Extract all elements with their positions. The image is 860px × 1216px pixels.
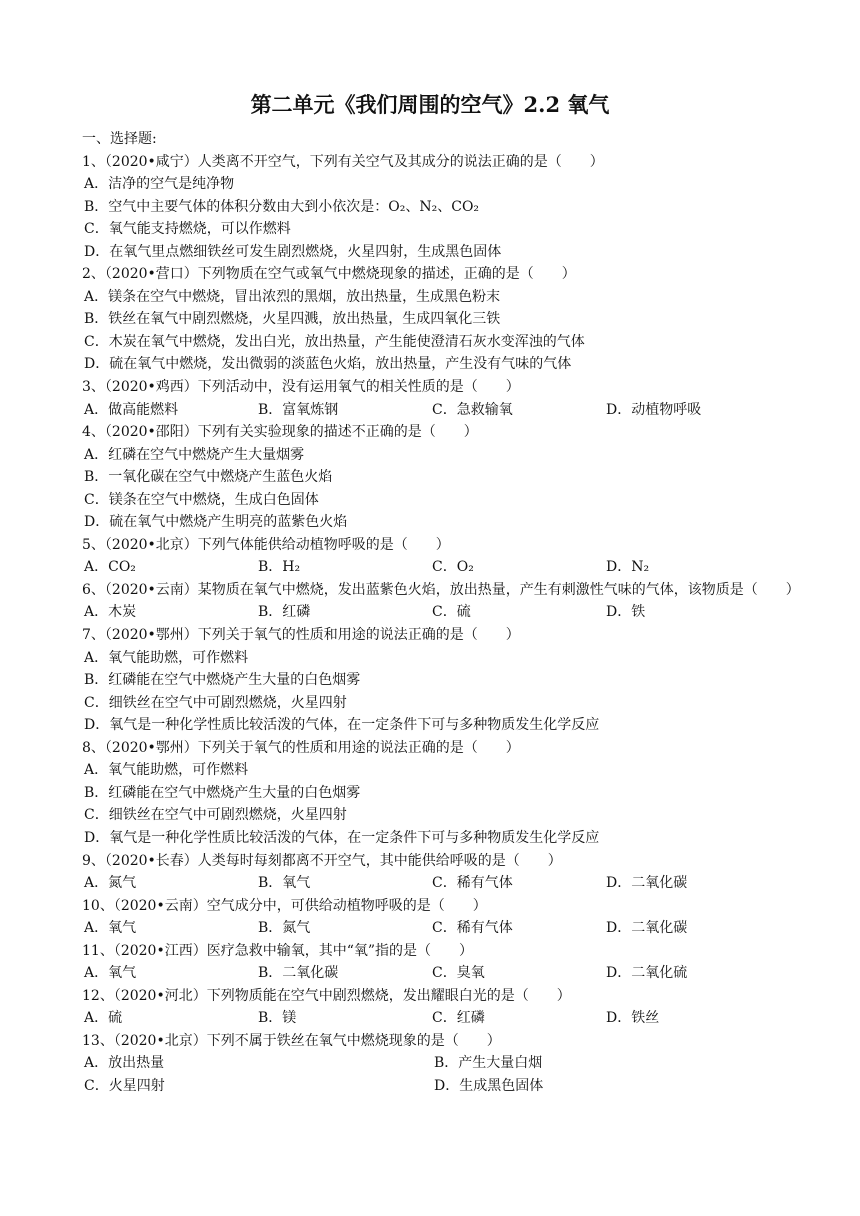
question-stem: 3、（2020•鸡西）下列活动中，没有运用氧气的相关性质的是（ ） bbox=[82, 379, 520, 396]
question-stem: 11、（2020•江西）医疗急救中输氧，其中“氧”指的是（ ） bbox=[82, 942, 474, 959]
question-stem: 4、（2020•邵阳）下列有关实验现象的描述不正确的是（ ） bbox=[82, 424, 478, 441]
question-stem: 8、（2020•鄂州）下列关于氧气的性质和用途的说法正确的是（ ） bbox=[82, 739, 520, 756]
question-stem: 12、（2020•河北）下列物质能在空气中剧烈燃烧，发出耀眼白光的是（ ） bbox=[82, 987, 571, 1004]
option-b: B．二氧化碳 bbox=[258, 965, 339, 982]
option-d: D．生成黑色固体 bbox=[434, 1077, 544, 1094]
option-row bbox=[82, 962, 802, 985]
option-a: A．做高能燃料 bbox=[84, 401, 179, 418]
option-a: A．硫 bbox=[84, 1010, 123, 1027]
option-a: A．氮气 bbox=[84, 875, 137, 892]
question-stem: 5、（2020•北京）下列气体能供给动植物呼吸的是（ ） bbox=[82, 536, 450, 553]
option-d: D．二氧化碳 bbox=[606, 875, 688, 892]
option-b: B．氧气 bbox=[258, 875, 311, 892]
option-row bbox=[82, 601, 802, 624]
option-a: A．洁净的空气是纯净物 bbox=[84, 176, 235, 193]
option-d: D．氧气是一种化学性质比较活泼的气体，在一定条件下可与多种物质发生化学反应 bbox=[84, 829, 600, 846]
option-d: D．硫在氧气中燃烧产生明亮的蓝紫色火焰 bbox=[84, 514, 348, 531]
option-a: A．氧气 bbox=[84, 965, 137, 982]
question-stem: 9、（2020•长春）人类每时每刻都离不开空气，其中能供给呼吸的是（ ） bbox=[82, 852, 562, 869]
option-b: B．镁 bbox=[258, 1010, 297, 1027]
option-b: B．红磷 bbox=[258, 604, 311, 621]
option-row bbox=[82, 556, 802, 579]
option-b: B．氮气 bbox=[258, 920, 311, 937]
question-stem: 13、（2020•北京）下列不属于铁丝在氧气中燃烧现象的是（ ） bbox=[82, 1032, 501, 1049]
option-d: D．动植物呼吸 bbox=[606, 401, 702, 418]
option-row bbox=[82, 1052, 802, 1075]
option-c: C．氧气能支持燃烧，可以作燃料 bbox=[84, 221, 291, 238]
question-list bbox=[82, 128, 802, 1098]
option-d: D．N₂ bbox=[606, 559, 650, 576]
question-stem: 2、（2020•营口）下列物质在空气或氧气中燃烧现象的描述，正确的是（ ） bbox=[82, 266, 576, 283]
option-a: A．镁条在空气中燃烧，冒出浓烈的黑烟，放出热量，生成黑色粉末 bbox=[84, 288, 501, 305]
option-a: A．红磷在空气中燃烧产生大量烟雾 bbox=[84, 446, 305, 463]
option-c: C．稀有气体 bbox=[432, 920, 513, 937]
option-row bbox=[82, 1007, 802, 1030]
option-c: C．细铁丝在空气中可剧烈燃烧，火星四射 bbox=[84, 807, 347, 824]
option-b: B．H₂ bbox=[258, 559, 301, 576]
option-d: D．二氧化硫 bbox=[606, 965, 688, 982]
option-b: B．一氧化碳在空气中燃烧产生蓝色火焰 bbox=[84, 469, 333, 486]
option-c: C．臭氧 bbox=[432, 965, 485, 982]
option-c: C．红磷 bbox=[432, 1010, 485, 1027]
question-stem: 1、（2020•咸宁）人类离不开空气，下列有关空气及其成分的说法正确的是（ ） bbox=[82, 153, 604, 170]
option-a: A．氧气能助燃，可作燃料 bbox=[84, 649, 249, 666]
option-b: B．红磷能在空气中燃烧产生大量的白色烟雾 bbox=[84, 672, 361, 689]
option-c: C．火星四射 bbox=[84, 1077, 165, 1094]
option-c: C．细铁丝在空气中可剧烈燃烧，火星四射 bbox=[84, 694, 347, 711]
option-d: D．氧气是一种化学性质比较活泼的气体，在一定条件下可与多种物质发生化学反应 bbox=[84, 717, 600, 734]
option-d: D．二氧化碳 bbox=[606, 920, 688, 937]
option-a: A．氧气 bbox=[84, 920, 137, 937]
option-b: B．空气中主要气体的体积分数由大到小依次是：O₂、N₂、CO₂ bbox=[84, 198, 480, 215]
option-b: B．铁丝在氧气中剧烈燃烧，火星四溅，放出热量，生成四氧化三铁 bbox=[84, 311, 501, 328]
option-c: C．硫 bbox=[432, 604, 471, 621]
option-b: B．产生大量白烟 bbox=[434, 1055, 543, 1072]
option-a: A．氧气能助燃，可作燃料 bbox=[84, 762, 249, 779]
option-d: D．在氧气里点燃细铁丝可发生剧烈燃烧，火星四射，生成黑色固体 bbox=[84, 243, 502, 260]
option-c: C．镁条在空气中燃烧，生成白色固体 bbox=[84, 491, 319, 508]
option-c: C．急救输氧 bbox=[432, 401, 513, 418]
option-row bbox=[82, 917, 802, 940]
option-b: B．富氧炼钢 bbox=[258, 401, 339, 418]
option-c: C．稀有气体 bbox=[432, 875, 513, 892]
option-a: A．CO₂ bbox=[84, 559, 136, 576]
question-stem: 6、（2020•云南）某物质在氧气中燃烧，发出蓝紫色火焰，放出热量，产生有刺激性气味的气体，该物质是（ ） bbox=[82, 581, 800, 598]
option-a: A．木炭 bbox=[84, 604, 137, 621]
option-row bbox=[82, 872, 802, 895]
option-d: D．硫在氧气中燃烧，发出微弱的淡蓝色火焰，放出热量，产生没有气味的气体 bbox=[84, 356, 572, 373]
option-c: C．O₂ bbox=[432, 559, 474, 576]
question-stem: 7、（2020•鄂州）下列关于氧气的性质和用途的说法正确的是（ ） bbox=[82, 627, 520, 644]
section-heading: 一、选择题: bbox=[82, 131, 157, 147]
question-stem: 10、（2020•云南）空气成分中，可供给动植物呼吸的是（ ） bbox=[82, 897, 487, 914]
document-title: 第二单元《我们周围的空气》2.2 氧气 bbox=[250, 92, 610, 117]
option-d: D．铁丝 bbox=[606, 1010, 660, 1027]
option-d: D．铁 bbox=[606, 604, 646, 621]
option-row bbox=[82, 399, 802, 422]
option-c: C．木炭在氧气中燃烧，发出白光，放出热量，产生能使澄清石灰水变浑浊的气体 bbox=[84, 333, 585, 350]
option-row bbox=[82, 1075, 802, 1098]
option-a: A．放出热量 bbox=[84, 1055, 165, 1072]
option-b: B．红磷能在空气中燃烧产生大量的白色烟雾 bbox=[84, 784, 361, 801]
